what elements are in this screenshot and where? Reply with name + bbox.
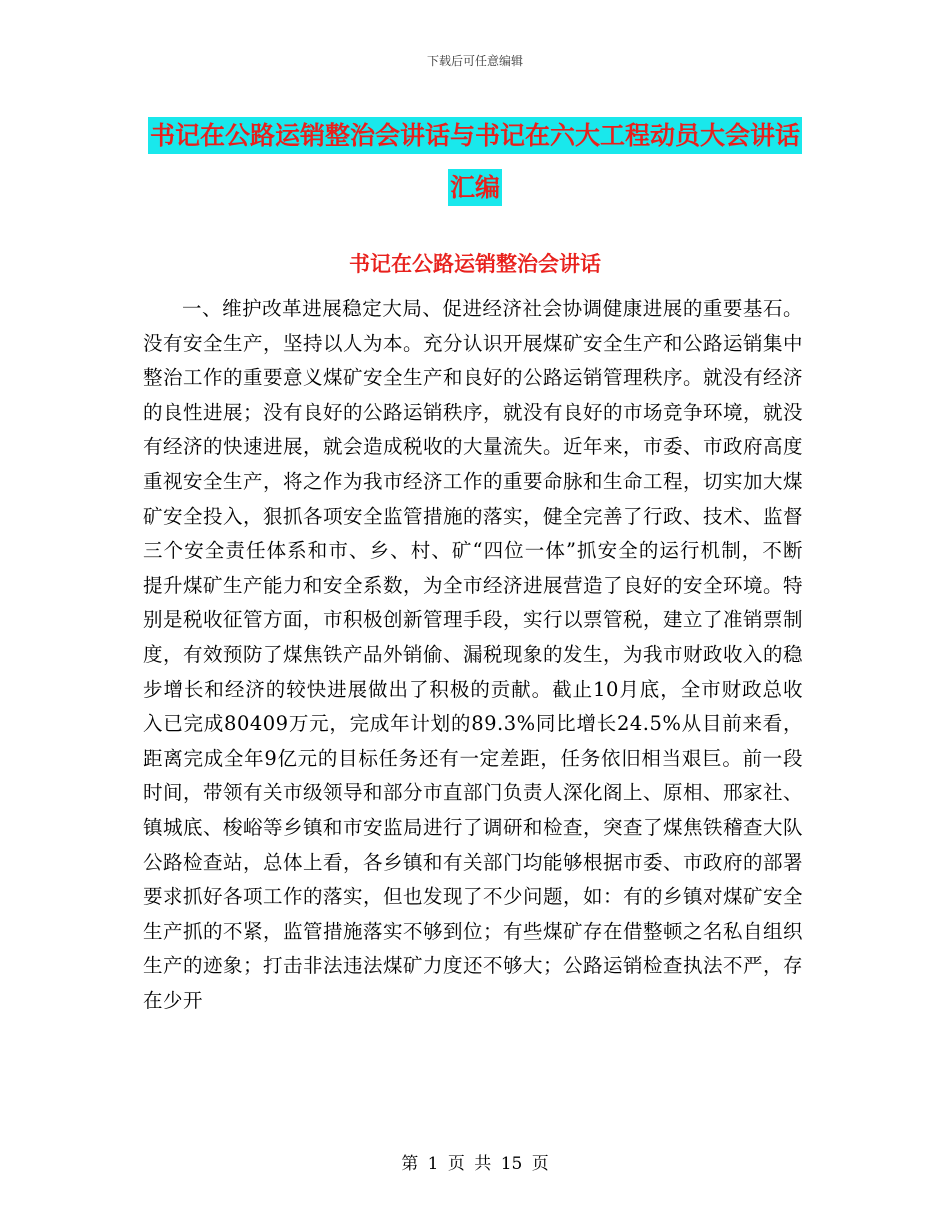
body-paragraph: 一、维护改革进展稳定大局、促进经济社会协调健康进展的重要基石。没有安全生产，坚持以人为本。充分认识开展煤矿安全生产和公路运销集中整治工作的重要意义煤矿安全生产和良好的公路运销管理秩序。就没有经济的良性进展；没有良好的公路运销秩序，就没有良好的市场竞争环境，就没有经济的快速进展，就会造成税收的大量流失。近年来，市委、市政府高度重视安全生产，将之作为我市经济工作的重要命脉和生命工程，切实加大煤矿安全投入，狠抓各项安全监管措施的落实，健全完善了行政、技术、监督三个安全责任体系和市、乡、村、矿“四位一体”抓安全的运行机制，不断提升煤矿生产能力和安全系数，为全市经济进展营造了良好的安全环境。特别是税收征管方面，市积极创新管理手段，实行以票管税，建立了准销票制度，有效预防了煤焦铁产品外销偷、漏税现象的发生，为我市财政收入的稳步增长和经济的较快进展做出了积极的贡献。截止10月底，全市财政总收入已完成80409万元，完成年计划的89.3%同比增长24.5%从目前来看，距离完成全年9亿元的目标任务还有一定差距，任务依旧相当艰巨。前一段时间，带领有关市级领导和部分市直部门负责人深化阁上、原相、邢家社、镇城底、梭峪等乡镇和市安监局进行了调研和检查，突查了煤焦铁稽查大队公路检查站，总体上看，各乡镇和有关部门均能够根据市委、市政府的部署要求抓好各项工作的落实，但也发现了不少问题，如：有的乡镇对煤矿安全生产抓的不紧，监管措施落实不够到位；有些煤矿存在借整顿之名私自组织生产的迹象；打击非法违法煤矿力度还不够大；公路运销检查执法不严，存在少开 — [143, 297, 804, 1012]
page-number: 第 1 页 共 15 页 — [401, 1154, 549, 1174]
document-title-text: 书记在公路运销整治会讲话与书记在六大工程动员大会讲话汇编 — [148, 117, 802, 206]
document-title — [140, 110, 810, 214]
section-title: 书记在公路运销整治会讲话 — [349, 251, 601, 276]
page-header-note: 下载后可任意编辑 — [426, 54, 523, 68]
